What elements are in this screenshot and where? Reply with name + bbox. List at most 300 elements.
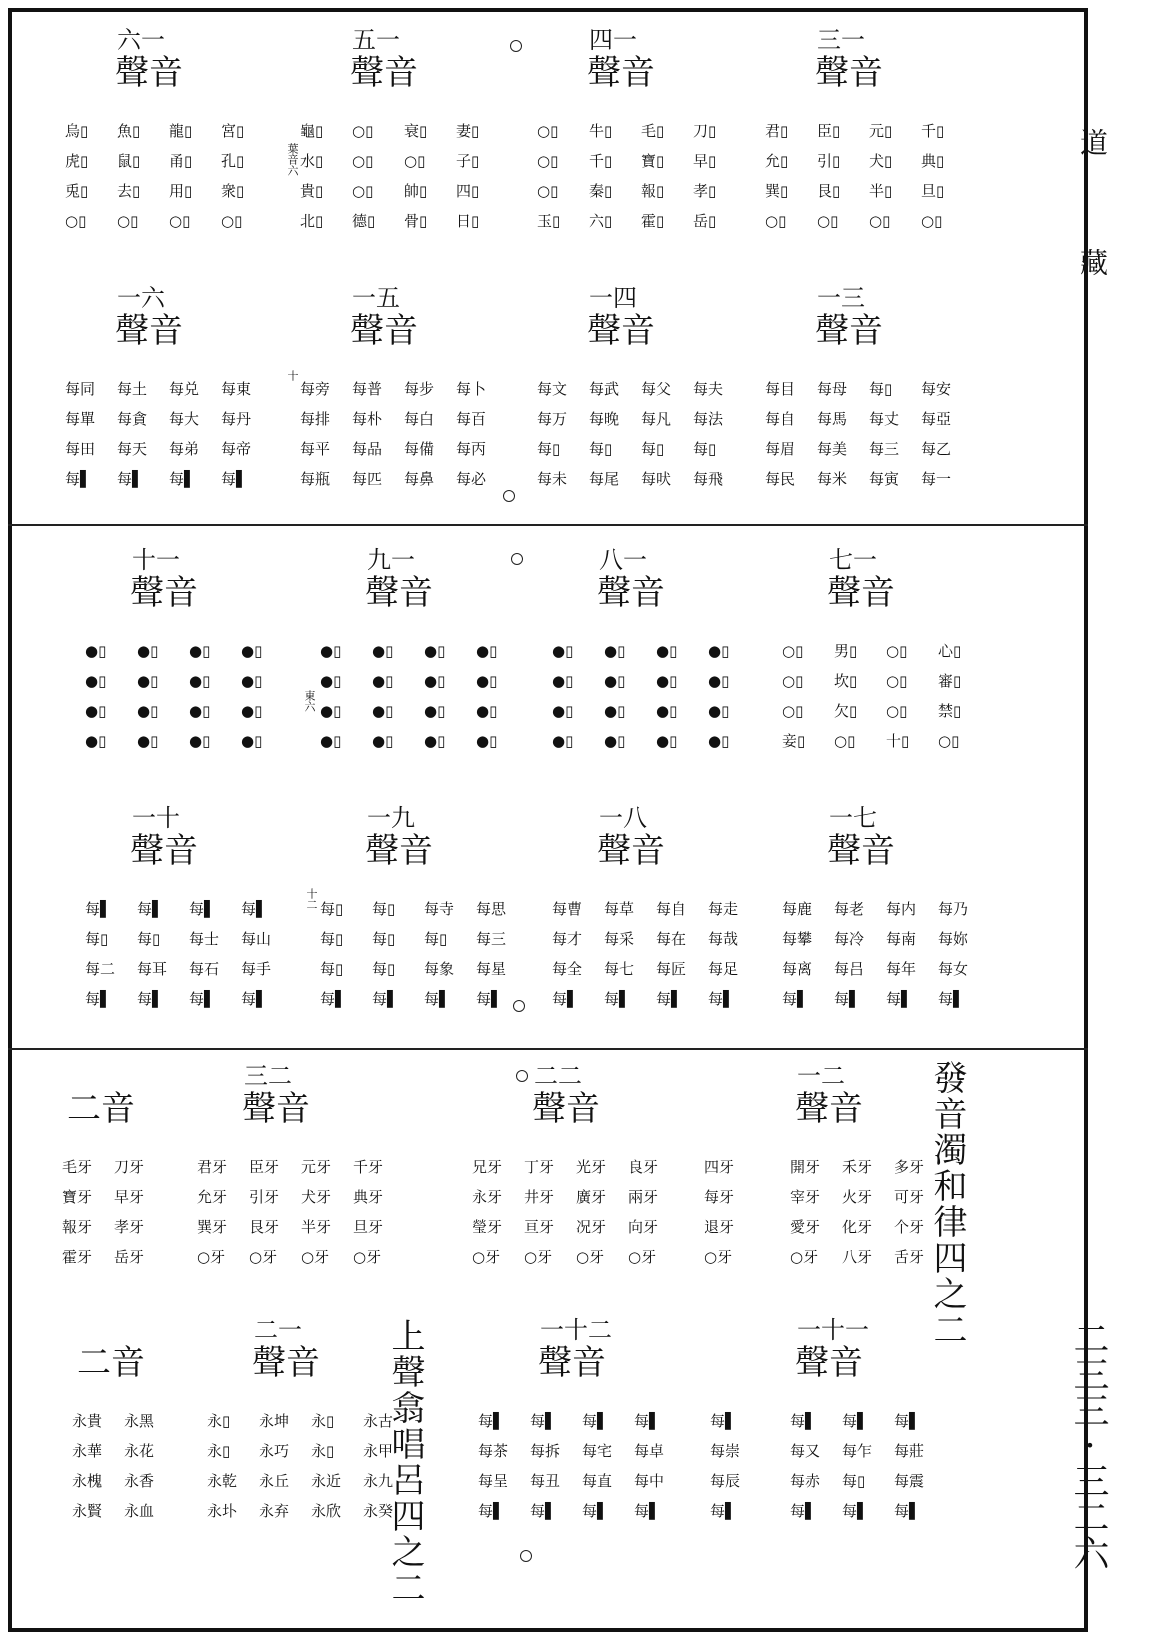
heading-bottom: 聲音 <box>365 831 433 871</box>
rhyme-row <box>537 434 747 464</box>
rhyme-cell: 每卜 <box>456 380 487 398</box>
heading-top: 四一 <box>589 26 637 54</box>
rhyme-cell: 欠▯ <box>834 702 858 720</box>
rhyme-cell: ●▯ <box>85 672 107 690</box>
heading-top: 一九 <box>367 804 415 832</box>
rhyme-cell: 每山 <box>241 930 272 948</box>
section-title-b: 上聲翕唱呂四之二 <box>385 1318 425 1606</box>
block-heading <box>765 28 975 98</box>
rhyme-cell: 君牙 <box>197 1158 228 1176</box>
rhyme-cell: ○牙 <box>628 1248 657 1266</box>
rhyme-row <box>320 954 530 984</box>
rhyme-rows <box>300 116 510 236</box>
rhyme-cell: 每▌ <box>634 1412 661 1430</box>
rhyme-cell: 每▌ <box>530 1502 557 1520</box>
rhyme-cell: 水▯ <box>300 152 324 170</box>
rhyme-cell: 永▯ <box>311 1442 335 1460</box>
rhyme-cell: ●▯ <box>85 702 107 720</box>
rhyme-row <box>478 1436 688 1466</box>
rhyme-cell: 烏▯ <box>65 122 89 140</box>
rhyme-cell: 每震 <box>894 1472 925 1490</box>
rhyme-rows <box>765 116 975 236</box>
rhyme-cell: 半▯ <box>869 182 893 200</box>
rhyme-cell: 每▌ <box>582 1412 609 1430</box>
rhyme-cell: ●▯ <box>424 702 446 720</box>
rhyme-cell: 每田 <box>65 440 96 458</box>
rhyme-cell: 瑩牙 <box>472 1218 503 1236</box>
rhyme-row <box>300 374 510 404</box>
heading-bottom: 聲音 <box>130 831 198 871</box>
rhyme-row <box>790 1496 1000 1526</box>
heading-bottom: 聲音 <box>815 53 883 93</box>
rhyme-cell: 霍牙 <box>62 1248 93 1266</box>
rhyme-cell: 每▌ <box>117 470 144 488</box>
rhyme-row <box>300 464 510 494</box>
rhyme-cell: 每▌ <box>894 1502 921 1520</box>
rhyme-cell: 每▌ <box>169 470 196 488</box>
rhyme-cell: 岳牙 <box>114 1248 145 1266</box>
section-divider <box>8 524 1088 526</box>
rhyme-cell: ○▯ <box>221 212 243 230</box>
rhyme-cell: 玉▯ <box>537 212 561 230</box>
rhyme-cell: 每法 <box>693 410 724 428</box>
rhyme-row <box>790 1436 1000 1466</box>
rhyme-cell: 半牙 <box>301 1218 332 1236</box>
block-heading <box>765 286 975 356</box>
rhyme-rows <box>320 636 530 756</box>
rhyme-cell: 丁牙 <box>524 1158 555 1176</box>
rhyme-cell: ●▯ <box>656 672 678 690</box>
rhyme-cell: ○牙 <box>249 1248 278 1266</box>
rhyme-cell: 化牙 <box>842 1218 873 1236</box>
rhyme-cell: 每二 <box>85 960 116 978</box>
rhyme-cell: 每▌ <box>552 990 579 1008</box>
rhyme-row <box>552 666 762 696</box>
heading-top: 一四 <box>589 284 637 312</box>
block-heading <box>552 548 762 618</box>
rhyme-cell: 每平 <box>300 440 331 458</box>
rhyme-cell: 每▯ <box>641 440 665 458</box>
rhyme-cell: 每又 <box>790 1442 821 1460</box>
rhyme-row <box>207 1466 417 1496</box>
rhyme-cell: 審▯ <box>938 672 962 690</box>
rhyme-cell: ●▯ <box>241 732 263 750</box>
rhyme-cell: 甬▯ <box>169 152 193 170</box>
rhyme-row <box>207 1496 417 1526</box>
rhyme-cell: 每▯ <box>589 440 613 458</box>
rhyme-cell: ●▯ <box>552 672 574 690</box>
block-heading <box>552 806 762 876</box>
heading-top: 三一 <box>817 26 865 54</box>
rhyme-cell: 永▯ <box>207 1412 231 1430</box>
page-number: 二三三 · 三二六 <box>1068 1320 1109 1571</box>
rhyme-cell: 元牙 <box>301 1158 332 1176</box>
heading-top: 九一 <box>367 546 415 574</box>
rhyme-cell: ○▯ <box>886 672 908 690</box>
rhyme-cell: ○牙 <box>524 1248 553 1266</box>
rhyme-cell: ○▯ <box>352 152 374 170</box>
rhyme-cell: 每吕 <box>834 960 865 978</box>
rhyme-cell: 每采 <box>604 930 635 948</box>
rhyme-cell: 永黑 <box>124 1412 155 1430</box>
rhyme-row <box>790 1466 1000 1496</box>
rhyme-cell: 每母 <box>817 380 848 398</box>
rhyme-cell: 每丹 <box>221 410 252 428</box>
heading-top: 七一 <box>829 546 877 574</box>
rhyme-cell: 每中 <box>634 1472 665 1490</box>
rhyme-cell: 每▌ <box>85 900 112 918</box>
heading-top: 五一 <box>352 26 400 54</box>
rhyme-cell: 旦牙 <box>353 1218 384 1236</box>
rhyme-cell: ●▯ <box>424 642 446 660</box>
rhyme-cell: 永巧 <box>259 1442 290 1460</box>
heading-top: 二二 <box>534 1062 582 1090</box>
block-heading <box>782 548 992 618</box>
rhyme-cell: 每乙 <box>921 440 952 458</box>
heading-top: 六一 <box>117 26 165 54</box>
rhyme-cell: 孔▯ <box>221 152 245 170</box>
rhyme-cell: 禾牙 <box>842 1158 873 1176</box>
rhyme-cell: 十▯ <box>886 732 910 750</box>
rhyme-cell: 永圤 <box>207 1502 238 1520</box>
rhyme-rows <box>537 116 747 236</box>
rhyme-cell: 兄牙 <box>472 1158 503 1176</box>
rhyme-cell: 岳▯ <box>693 212 717 230</box>
rhyme-cell: 秦▯ <box>589 182 613 200</box>
rhyme-cell: 去▯ <box>117 182 141 200</box>
rhyme-cell: 永近 <box>311 1472 342 1490</box>
rhyme-cell: 孝牙 <box>114 1218 145 1236</box>
rhyme-cell: 每星 <box>476 960 507 978</box>
rhyme-cell: 每走 <box>708 900 739 918</box>
rhyme-cell: 每朴 <box>352 410 383 428</box>
rhyme-cell: 每白 <box>404 410 435 428</box>
rhyme-cell: 寶▯ <box>641 152 665 170</box>
rhyme-row <box>207 1406 417 1436</box>
rhyme-cell: 每美 <box>817 440 848 458</box>
rhyme-row <box>552 636 762 666</box>
rhyme-cell: 每▌ <box>582 1502 609 1520</box>
rhyme-cell: ●▯ <box>656 702 678 720</box>
block-heading <box>478 1318 688 1388</box>
rhyme-row <box>765 404 975 434</box>
side-label-bottom: 藏 <box>1076 248 1109 276</box>
rhyme-cell: 每▌ <box>241 990 268 1008</box>
rhyme-cell: 每▯ <box>537 440 561 458</box>
rhyme-cell: 每單 <box>65 410 96 428</box>
rhyme-cell: 心▯ <box>938 642 962 660</box>
rhyme-cell: 每莊 <box>894 1442 925 1460</box>
rhyme-row <box>300 206 510 236</box>
rhyme-row <box>65 464 275 494</box>
rhyme-cell: ●▯ <box>189 732 211 750</box>
rhyme-row <box>765 434 975 464</box>
rhyme-cell: ○牙 <box>197 1248 226 1266</box>
rhyme-cell: ●▯ <box>708 702 730 720</box>
rhyme-cell: ●▯ <box>189 642 211 660</box>
rhyme-cell: 每▌ <box>782 990 809 1008</box>
rhyme-cell: 衰▯ <box>404 122 428 140</box>
rhyme-cell: 每▌ <box>530 1412 557 1430</box>
rhyme-cell: 每夫 <box>693 380 724 398</box>
rhyme-cell: 每直 <box>582 1472 613 1490</box>
rhyme-cell: ○牙 <box>790 1248 819 1266</box>
rhyme-cell: 每年 <box>886 960 917 978</box>
rhyme-cell: 貴▯ <box>300 182 324 200</box>
rhyme-cell: 每未 <box>537 470 568 488</box>
rhyme-cell: 每備 <box>404 440 435 458</box>
rhyme-row <box>472 1212 682 1242</box>
rhyme-row <box>782 984 992 1014</box>
rhyme-row <box>782 894 992 924</box>
rhyme-cell: ○▯ <box>782 672 804 690</box>
rhyme-row <box>790 1242 1000 1272</box>
rhyme-cell: 每南 <box>886 930 917 948</box>
rhyme-row <box>300 404 510 434</box>
heading-top: 八一 <box>599 546 647 574</box>
rhyme-row <box>790 1152 1000 1182</box>
rhyme-cell: 每老 <box>834 900 865 918</box>
rhyme-cell: 每自 <box>765 410 796 428</box>
rhyme-row <box>537 404 747 434</box>
rhyme-cell: 每▌ <box>372 990 399 1008</box>
rhyme-row <box>197 1242 407 1272</box>
rhyme-cell: 每▌ <box>842 1412 869 1430</box>
rhyme-cell: ●▯ <box>604 642 626 660</box>
rhyme-cell: ○▯ <box>886 702 908 720</box>
margin-note: 十二 <box>305 888 318 910</box>
rhyme-cell: 每冷 <box>834 930 865 948</box>
rhyme-cell: 四牙 <box>704 1158 735 1176</box>
rhyme-rows <box>765 374 975 494</box>
rhyme-row <box>85 984 295 1014</box>
rhyme-cell: 每赤 <box>790 1472 821 1490</box>
rhyme-row <box>790 1212 1000 1242</box>
rhyme-cell: 每民 <box>765 470 796 488</box>
rhyme-cell: ●▯ <box>552 642 574 660</box>
rhyme-cell: 每呈 <box>478 1472 509 1490</box>
heading-bottom: 聲音 <box>115 53 183 93</box>
rhyme-cell: ●▯ <box>604 702 626 720</box>
rhyme-cell: 每▌ <box>842 1502 869 1520</box>
rhyme-cell: 永▯ <box>207 1442 231 1460</box>
rhyme-cell: ●▯ <box>320 672 342 690</box>
block-heading <box>207 1318 417 1388</box>
rhyme-cell: ●▯ <box>604 732 626 750</box>
rhyme-cell: 每全 <box>552 960 583 978</box>
rhyme-cell: ●▯ <box>424 732 446 750</box>
heading-top: 一八 <box>599 804 647 832</box>
rhyme-row <box>197 1152 407 1182</box>
rhyme-rows <box>552 894 762 1014</box>
rhyme-cell: 永甲 <box>363 1442 394 1460</box>
rhyme-cell: 永欣 <box>311 1502 342 1520</box>
rhyme-cell: 永牙 <box>472 1188 503 1206</box>
rhyme-cell: 每▌ <box>894 1412 921 1430</box>
rhyme-cell: 允牙 <box>197 1188 228 1206</box>
rhyme-cell: 宰牙 <box>790 1188 821 1206</box>
rhyme-cell: ○▯ <box>352 122 374 140</box>
rhyme-cell: 妻▯ <box>456 122 480 140</box>
rhyme-cell: 每吠 <box>641 470 672 488</box>
heading-top: 一七 <box>829 804 877 832</box>
rhyme-cell: 龍▯ <box>169 122 193 140</box>
heading-bottom: 聲音 <box>242 1089 310 1129</box>
rhyme-cell: 廣牙 <box>576 1188 607 1206</box>
rhyme-cell: 每▌ <box>710 1412 737 1430</box>
rhyme-cell: 每必 <box>456 470 487 488</box>
rhyme-cell: ○▯ <box>65 212 87 230</box>
block-heading <box>85 548 295 618</box>
rhyme-cell: 每▌ <box>424 990 451 1008</box>
rhyme-cell: ○▯ <box>834 732 856 750</box>
rhyme-cell: 光牙 <box>576 1158 607 1176</box>
rhyme-cell: 每曹 <box>552 900 583 918</box>
rhyme-cell: 每自 <box>656 900 687 918</box>
rhyme-row <box>537 374 747 404</box>
rhyme-cell: 寶牙 <box>62 1188 93 1206</box>
rhyme-cell: 永九 <box>363 1472 394 1490</box>
rhyme-cell: 永乾 <box>207 1472 238 1490</box>
rhyme-cell: 每▌ <box>189 990 216 1008</box>
rhyme-cell: ○牙 <box>576 1248 605 1266</box>
rhyme-cell: 每士 <box>189 930 220 948</box>
rhyme-cell: 个牙 <box>894 1218 925 1236</box>
rhyme-cell: 每才 <box>552 930 583 948</box>
rhyme-cell: 每▯ <box>372 930 396 948</box>
rhyme-cell: 每同 <box>65 380 96 398</box>
rhyme-row <box>537 464 747 494</box>
rhyme-cell: 良牙 <box>628 1158 659 1176</box>
rhyme-cell: ●▯ <box>137 702 159 720</box>
rhyme-cell: 每文 <box>537 380 568 398</box>
rhyme-cell: ●▯ <box>476 642 498 660</box>
rhyme-cell: 况牙 <box>576 1218 607 1236</box>
rhyme-cell: 每▌ <box>604 990 631 1008</box>
heading-bottom: 聲音 <box>532 1089 600 1129</box>
rhyme-cell: 永血 <box>124 1502 155 1520</box>
rhyme-cell: 每▯ <box>137 930 161 948</box>
rhyme-cell: 每▌ <box>634 1502 661 1520</box>
rhyme-row <box>65 434 275 464</box>
rhyme-row <box>65 206 275 236</box>
block-heading <box>537 28 747 98</box>
rhyme-cell: 永坤 <box>259 1412 290 1430</box>
margin-note: 東六 <box>303 690 316 712</box>
rhyme-cell: ●▯ <box>189 672 211 690</box>
rhyme-cell: 六▯ <box>589 212 613 230</box>
rhyme-cell: 每帝 <box>221 440 252 458</box>
rhyme-row <box>790 1406 1000 1436</box>
rhyme-cell: 永古 <box>363 1412 394 1430</box>
rhyme-row <box>85 954 295 984</box>
rhyme-cell: 毛牙 <box>62 1158 93 1176</box>
rhyme-cell: 每目 <box>765 380 796 398</box>
heading-bottom: 二音 <box>67 1089 135 1129</box>
rhyme-cell: 永▯ <box>311 1412 335 1430</box>
heading-bottom: 二音 <box>77 1343 145 1383</box>
rhyme-cell: 每牙 <box>704 1188 735 1206</box>
rhyme-cell: ●▯ <box>85 642 107 660</box>
rhyme-cell: 每尾 <box>589 470 620 488</box>
rhyme-cell: 每▯ <box>372 900 396 918</box>
rhyme-cell: 每攀 <box>782 930 813 948</box>
rhyme-cell: 每三 <box>476 930 507 948</box>
rhyme-cell: 永丘 <box>259 1472 290 1490</box>
heading-bottom: 聲音 <box>538 1343 606 1383</box>
rhyme-cell: ●▯ <box>708 732 730 750</box>
block-heading <box>65 28 275 98</box>
rhyme-row <box>300 176 510 206</box>
rhyme-cell: 每乃 <box>938 900 969 918</box>
rhyme-cell: ○▯ <box>537 182 559 200</box>
rhyme-cell: 早牙 <box>114 1188 145 1206</box>
rhyme-cell: 虎▯ <box>65 152 89 170</box>
rhyme-row <box>320 984 530 1014</box>
rhyme-cell: 每▌ <box>137 900 164 918</box>
rhyme-cell: ○牙 <box>301 1248 330 1266</box>
rhyme-row <box>300 116 510 146</box>
rhyme-row <box>765 464 975 494</box>
rhyme-cell: 每安 <box>921 380 952 398</box>
rhyme-cell: 永貴 <box>72 1412 103 1430</box>
rhyme-row <box>197 1182 407 1212</box>
rhyme-cell: ●▯ <box>241 702 263 720</box>
rhyme-cell: ○▯ <box>869 212 891 230</box>
rhyme-row <box>65 176 275 206</box>
rhyme-cell: 每▌ <box>478 1502 505 1520</box>
margin-note: 葉音六 <box>286 143 299 176</box>
rhyme-cell: 退牙 <box>704 1218 735 1236</box>
rhyme-row <box>552 894 762 924</box>
rhyme-cell: 臣▯ <box>817 122 841 140</box>
rhyme-cell: ●▯ <box>476 732 498 750</box>
rhyme-cell: 每旁 <box>300 380 331 398</box>
rhyme-row <box>782 666 992 696</box>
rhyme-rows <box>478 1406 688 1526</box>
rhyme-cell: 每离 <box>782 960 813 978</box>
rhyme-cell: 引牙 <box>249 1188 280 1206</box>
rhyme-row <box>782 696 992 726</box>
rhyme-cell: 每七 <box>604 960 635 978</box>
rhyme-row <box>782 924 992 954</box>
heading-top: 一二 <box>797 1062 845 1090</box>
rhyme-cell: 每寺 <box>424 900 455 918</box>
margin-note: 十 <box>286 370 299 381</box>
block-heading <box>472 1064 682 1134</box>
rhyme-cell: 永香 <box>124 1472 155 1490</box>
rhyme-row <box>552 924 762 954</box>
rhyme-row <box>537 176 747 206</box>
rhyme-cell: ●▯ <box>137 732 159 750</box>
rhyme-cell: 每思 <box>476 900 507 918</box>
rhyme-row <box>537 206 747 236</box>
heading-bottom: 聲音 <box>597 831 665 871</box>
rhyme-row <box>320 894 530 924</box>
rhyme-row <box>782 954 992 984</box>
rhyme-cell: 開牙 <box>790 1158 821 1176</box>
rhyme-cell: 巽▯ <box>765 182 789 200</box>
rhyme-cell: 永癸 <box>363 1502 394 1520</box>
rhyme-cell: 每普 <box>352 380 383 398</box>
rhyme-row <box>782 636 992 666</box>
rhyme-cell: 每足 <box>708 960 739 978</box>
rhyme-row <box>320 666 530 696</box>
rhyme-cell: 子▯ <box>456 152 480 170</box>
rhyme-cell: ●▯ <box>372 672 394 690</box>
rhyme-cell: 每在 <box>656 930 687 948</box>
rhyme-cell: 日▯ <box>456 212 480 230</box>
